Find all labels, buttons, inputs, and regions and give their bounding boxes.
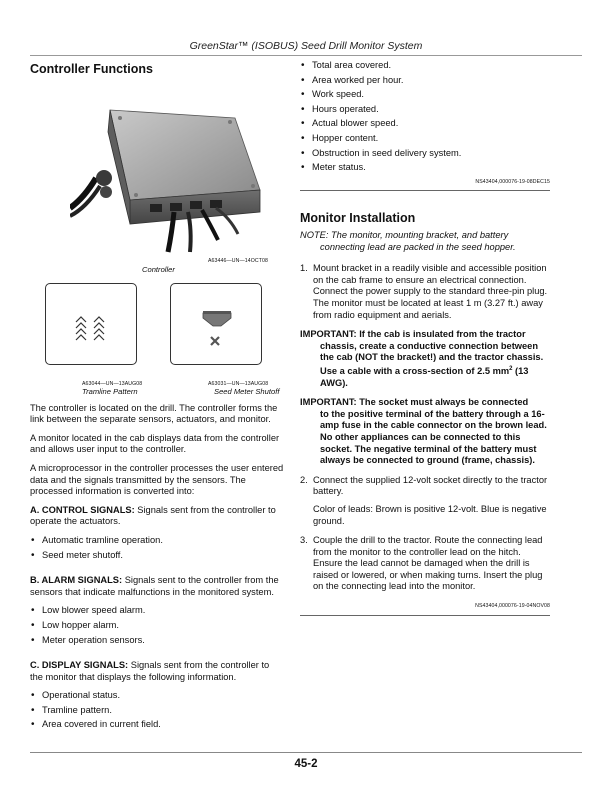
paragraph-microprocessor: A microprocessor in the controller processes the user entered data and the signals transmitted by the sensors. The processed information is converted into: <box>30 462 284 497</box>
important-text <box>300 341 550 389</box>
paragraph-monitor: A monitor located in the cab displays data from the controller and allows user input to the controller. <box>30 432 280 455</box>
important-lead: IMPORTANT: The socket must always be connected <box>300 397 529 408</box>
list-item: • Actual blower speed. <box>300 118 550 130</box>
figure-ref-shutoff: A63031—UN—13AUG08 <box>208 380 269 387</box>
list-item: • Seed meter shutoff. <box>30 550 284 562</box>
page-number: 45-2 <box>294 758 318 770</box>
display-signals-label: C. DISPLAY SIGNALS: <box>30 660 129 671</box>
step-1 <box>300 263 550 321</box>
display-info-list <box>300 60 550 174</box>
list-item: • Tramline pattern. <box>30 705 284 717</box>
seed-meter-shutoff-icon <box>171 284 261 364</box>
alarm-signals-list <box>30 605 284 646</box>
list-item: • Total area covered. <box>300 60 550 72</box>
left-column <box>30 60 284 739</box>
alarm-signals-text: Signals sent to the controller from the sensors that indicate malfunctions in the monitored system. <box>30 575 279 597</box>
figure-icons-row <box>30 283 284 403</box>
important-lead: IMPORTANT: If the cab is insulated from the tractor <box>300 329 526 340</box>
section-heading-controller-functions: Controller Functions <box>30 62 153 76</box>
list-item: • Low blower speed alarm. <box>30 605 284 617</box>
paragraph-controller-location: The controller is located on the drill. The controller forms the link between the separate sensors, actuators, and monitor. <box>30 402 278 425</box>
display-signals-text: Signals sent from the controller to the monitor that displays the following information. <box>30 660 270 682</box>
step-3 <box>300 535 550 593</box>
tramline-icon <box>46 284 136 364</box>
control-signals-list <box>30 535 284 561</box>
tramline-pattern-figure <box>45 283 137 365</box>
step-number: 2. <box>300 474 308 485</box>
controller-photo <box>70 100 280 260</box>
figure-caption-shutoff: Seed Meter Shutoff <box>214 386 280 396</box>
display-signals-paragraph <box>30 660 284 683</box>
control-signals-text: Signals sent from the controller to operate the actuators. <box>30 504 276 527</box>
alarm-signals-paragraph <box>30 575 284 598</box>
right-column <box>300 60 550 616</box>
list-item: • Operational status. <box>30 690 284 702</box>
footer-rule <box>30 752 582 753</box>
figure-caption-tramline: Tramline Pattern <box>82 386 138 396</box>
superscript: 2 <box>509 365 513 372</box>
list-item: • Hopper content. <box>300 133 550 145</box>
important-socket <box>300 397 550 467</box>
figure-caption-controller: Controller <box>142 264 175 274</box>
note-packing <box>300 230 550 253</box>
display-signals-list <box>30 690 284 731</box>
alarm-signals-label: B. ALARM SIGNALS: <box>30 575 123 586</box>
section-ref-2: NS43404,000076-19-04NOV08 <box>475 603 550 610</box>
list-item: • Low hopper alarm. <box>30 620 284 632</box>
step-number: 3. <box>300 535 308 546</box>
note-rest: connecting lead are packed in the seed hopper. <box>320 241 516 252</box>
list-item: • Area covered in current field. <box>30 719 284 731</box>
step-text: Connect the supplied 12-volt socket directly to the tractor battery. <box>313 474 548 497</box>
control-signals-paragraph <box>30 505 284 528</box>
important-text: to the positive terminal of the battery through a 16-amp fuse in the cable connector on the brown lead. No other appliances can be connected to this socket. The negative terminal of the battery must always be connected to ground (frame, chassis). <box>320 408 547 466</box>
step-subtext: Color of leads: Brown is positive 12-volt. Blue is negative ground. <box>313 503 547 526</box>
figure-ref-tramline: A63044—UN—13AUG08 <box>82 380 143 387</box>
running-header: GreenStar™ (ISOBUS) Seed Drill Monitor System <box>189 40 423 52</box>
important-cab-insulation <box>300 329 550 389</box>
header-rule <box>30 55 582 56</box>
list-item: • Hours operated. <box>300 104 550 116</box>
figure-ref-controller: A63446—UN—14OCT08 <box>208 257 268 264</box>
list-item: • Area worked per hour. <box>300 75 550 87</box>
installation-steps <box>300 263 550 321</box>
list-item: • Meter operation sensors. <box>30 635 284 647</box>
step-2 <box>300 475 550 527</box>
important-text-end: (13 AWG). <box>320 365 529 388</box>
step-number: 1. <box>300 263 308 274</box>
installation-steps-continued <box>300 475 550 593</box>
list-item: • Automatic tramline operation. <box>30 535 284 547</box>
note-lead: NOTE: The monitor, mounting bracket, and battery <box>300 229 509 240</box>
section-ref-1: NS43404,000076-19-08DEC15 <box>475 178 550 185</box>
controller-figure <box>30 76 284 276</box>
list-item: • Obstruction in seed delivery system. <box>300 148 550 160</box>
control-signals-label: A. CONTROL SIGNALS: <box>30 504 135 515</box>
seed-meter-shutoff-figure <box>170 283 262 365</box>
section-rule-2 <box>300 615 550 616</box>
list-item: • Work speed. <box>300 89 550 101</box>
section-heading-monitor-installation: Monitor Installation <box>300 211 416 226</box>
list-item: • Meter status. <box>300 162 550 174</box>
step-text: Couple the drill to the tractor. Route the connecting lead from the monitor to the controller lead on the hitch. Ensure the lead cannot be damaged when the drill is raised or lowered, or when making turns. Insert the plug on the connecting lead into the monitor. <box>313 535 543 592</box>
step-text: Mount bracket in a readily visible and accessible position on the cab frame to ensure an electrical connection. Connect the power supply to the standard three-pin plug. The monitor must be located at least 1 m (3.27 ft.) away from radio equipment and aerials. <box>313 263 548 320</box>
important-text-body: chassis, create a conductive connection between the cab (NOT the bracket!) and the tractor chassis. Use a cable with a cross-section of 2.5 mm <box>320 340 544 376</box>
